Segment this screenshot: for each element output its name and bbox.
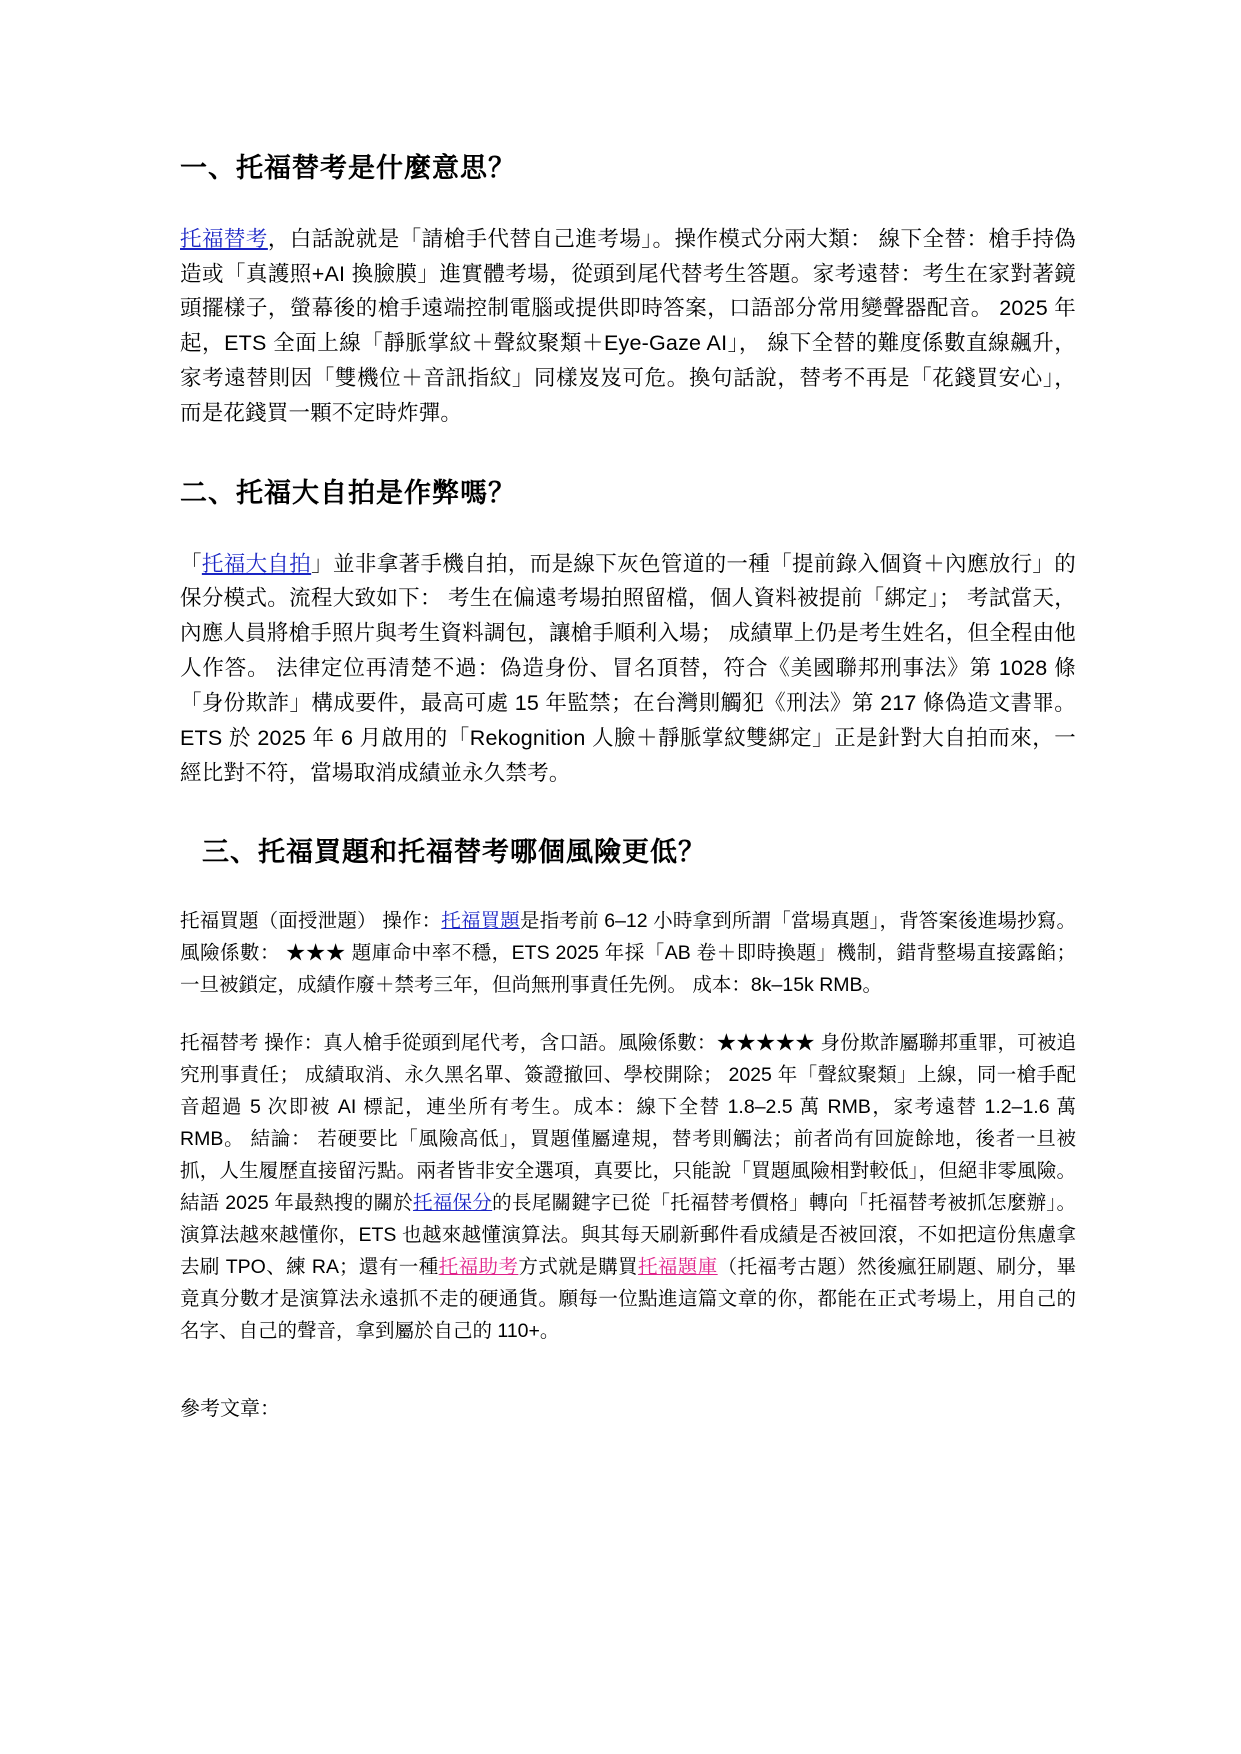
reference-label: 參考文章： <box>180 1397 280 1420</box>
inline-link[interactable]: 托福大自拍 <box>201 551 312 576</box>
document-body <box>180 150 1076 1348</box>
inline-link[interactable]: 托福替考 <box>180 226 268 251</box>
text-run: 是指考前 6–12 小時拿到所謂「當場真題」，背答案後進場抄寫。 風險係數： ★★★ 題庫命中率不穩，ETS 2025 年採「AB 卷＋即時換題」機制，錯背整場直接露餡； 一旦被鎖定，成績作廢＋禁考三年，但尚無刑事責任先例。 成本：8k–15k RMB。 <box>180 910 1076 997</box>
paragraph <box>180 1028 1076 1348</box>
text-run: 托福替考 操作：真人槍手從頭到尾代考，含口語。風險係數：★★★★★ 身份欺詐屬聯邦重罪，可被追究刑事責任； 成績取消、永久黑名單、簽證撤回、學校開除； 2025 年「聲紋聚類」上線，同一槍手配音超過 5 次即被 AI 標記，連坐所有考生。成本：線下全替 1.8–2.5 萬 RMB，家考遠替 1.2–1.6 萬 RMB。 結論： 若硬要比「風險高低」，買題僅屬違規，替考則觸法；前者尚有回旋餘地，後者一旦被抓，人生履歷直接留污點。兩者皆非安全選項，真要比，只能說「買題風險相對較低」，但絕非零風險。 結語 2025 年最熱搜的關於 <box>180 1032 1076 1214</box>
inline-link[interactable]: 托福保分 <box>412 1191 493 1214</box>
section-heading: 三、托福買題和托福替考哪個風險更低？ <box>202 837 706 868</box>
text-run: 「 <box>180 551 202 576</box>
paragraph <box>180 906 1076 1002</box>
document-section <box>180 475 1076 791</box>
text-run: 的長尾關鍵字已從「托福替考價格」轉向「托福替考被抓怎麼辦」。演算法越來越懂你，ETS 也越來越懂演算法。與其每天刷新郵件看成績是否被回滾，不如把這份焦慮拿去刷 TPO、練 RA；還有一種 <box>180 1191 1076 1278</box>
section-heading: 一、托福替考是什麼意思？ <box>180 153 516 183</box>
inline-link[interactable]: 托福助考 <box>438 1255 519 1278</box>
section-heading: 二、托福大自拍是作弊嗎？ <box>180 477 516 508</box>
text-run: 托福買題（面授泄題） 操作： <box>180 910 442 933</box>
text-run: （托福考古題）然後瘋狂刷題、刷分，畢竟真分數才是演算法永遠抓不走的硬通貨。願每一位點進這篇文章的你，都能在正式考場上，用自己的名字、自己的聲音，拿到屬於自己的 110+。 <box>180 1255 1076 1342</box>
inline-link[interactable]: 托福題庫 <box>637 1255 718 1278</box>
paragraph <box>180 547 1076 791</box>
text-run: ，白話說就是「請槍手代替自己進考場」。操作模式分兩大類： 線下全替：槍手持偽造或「真護照+AI 換臉膜」進實體考場，從頭到尾代替考生答題。家考遠替：考生在家對著鏡頭擺樣子，螢幕後的槍手遠端控制電腦或提供即時答案，口語部分常用變聲器配音。 2025 年起，ETS 全面上線「靜脈掌紋＋聲紋聚類＋Eye-Gaze AI」， 線下全替的難度係數直線飆升，家考遠替則因「雙機位＋音訊指紋」同樣岌岌可危。換句話說，替考不再是「花錢買安心」，而是花錢買一顆不定時炸彈。 <box>180 226 1077 425</box>
paragraph <box>180 222 1076 431</box>
inline-link[interactable]: 托福買題 <box>441 910 520 933</box>
document-section <box>180 150 1076 431</box>
text-run: 方式就是購買 <box>518 1255 638 1278</box>
document-section <box>180 834 1076 1347</box>
text-run: 」並非拿著手機自拍，而是線下灰色管道的一種「提前錄入個資＋內應放行」的保分模式。流程大致如下： 考生在偏遠考場拍照留檔，個人資料被提前「綁定」； 考試當天，內應人員將槍手照片與考生資料調包，讓槍手順利入場； 成績單上仍是考生姓名，但全程由他人作答。 法律定位再清楚不過：偽造身份、冒名頂替，符合《美國聯邦刑事法》第 1028 條「身份欺詐」構成要件，最高可處 15 年監禁；在台灣則觸犯《刑法》第 217 條偽造文書罪。ETS 於 2025 年 6 月啟用的「Rekognition 人臉＋靜脈掌紋雙綁定」正是針對大自拍而來，一經比對不符，當場取消成績並永久禁考。 <box>180 551 1076 785</box>
